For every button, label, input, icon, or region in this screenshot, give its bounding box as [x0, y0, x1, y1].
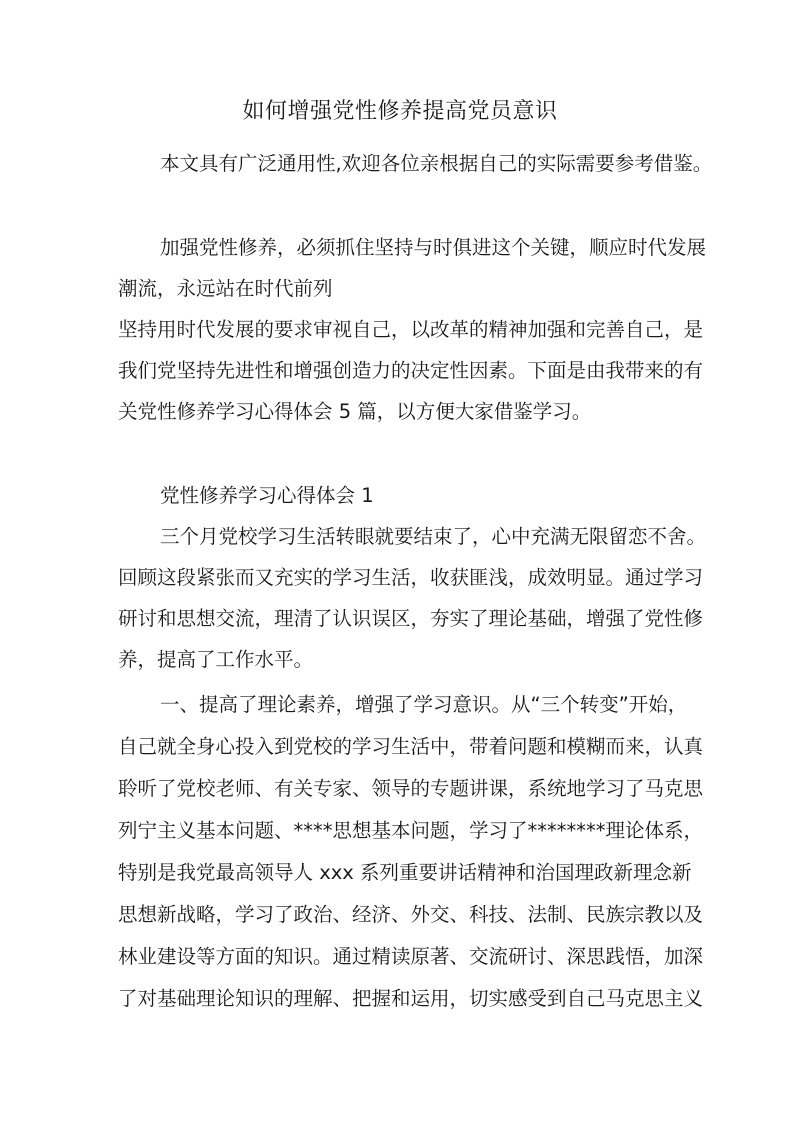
document-subtitle: 本文具有广泛通用性,欢迎各位亲根据自己的实际需要参考借鉴。 [160, 152, 713, 175]
para2-line: 自己就全身心投入到党校的学习生活中，带着问题和模糊而来，认真 [118, 735, 704, 758]
intro-line: 我们党坚持先进性和增强创造力的决定性因素。下面是由我带来的有 [118, 359, 704, 382]
document-title: 如何增强党性修养提高党员意识 [242, 99, 558, 124]
para1-line: 三个月党校学习生活转眼就要结束了，心中充满无限留恋不舍。 [160, 525, 707, 548]
para2-line: 特别是我党最高领导人 xxx 系列重要讲话精神和治国理政新理念新 [118, 861, 692, 884]
para2-line: 林业建设等方面的知识。通过精读原著、交流研讨、深思践悟，加深 [118, 945, 704, 968]
para2-line: 聆听了党校老师、有关专家、领导的专题讲课，系统地学习了马克思 [118, 777, 704, 800]
para2-line: 列宁主义基本问题、****思想基本问题，学习了********理论体系， [118, 819, 704, 842]
para2-line: 思想新战略，学习了政治、经济、外交、科技、法制、民族宗教以及 [118, 903, 704, 926]
para2-line: 了对基础理论知识的理解、把握和运用，切实感受到自己马克思主义 [118, 987, 704, 1010]
intro-line: 关党性修养学习心得体会 5 篇，以方便大家借鉴学习。 [118, 400, 592, 423]
para1-line: 养，提高了工作水平。 [118, 648, 314, 671]
intro-line: 坚持用时代发展的要求审视自己，以改革的精神加强和完善自己，是 [118, 318, 704, 341]
intro-line: 加强党性修养，必须抓住坚持与时俱进这个关键，顺应时代发展 [160, 236, 707, 259]
para1-line: 回顾这段紧张而又充实的学习生活，收获匪浅，成效明显。通过学习 [118, 566, 704, 589]
intro-line: 潮流，永远站在时代前列 [118, 277, 333, 300]
section-heading: 党性修养学习心得体会 1 [160, 484, 374, 507]
para1-line: 研讨和思想交流，理清了认识误区，夯实了理论基础，增强了党性修 [118, 607, 704, 630]
para2-line: 一、提高了理论素养，增强了学习意识。从“三个转变”开始， [160, 693, 688, 716]
